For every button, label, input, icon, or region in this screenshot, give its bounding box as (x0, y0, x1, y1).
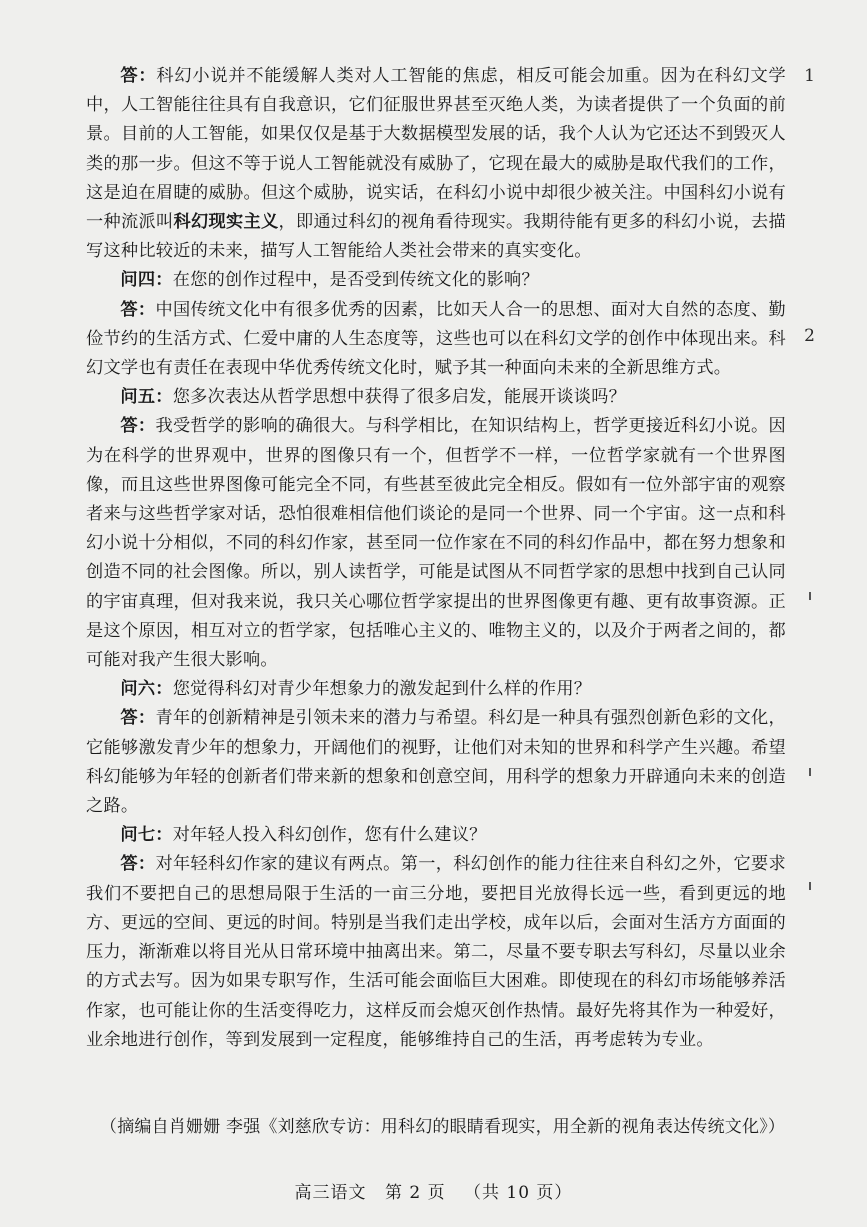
answer-label: 答： (120, 708, 156, 729)
question-label: 问五： (120, 387, 173, 408)
answer-paragraph (86, 412, 786, 675)
question-text: 对年轻人投入科幻创作，您有什么建议？ (172, 825, 487, 846)
answer-text-tail: ，即通过科幻的视角看待现实。我期待能有更多的科幻小说，去描写这种比较近的未来，描写人工智能给人类社会带来的真实变化。 (86, 212, 786, 262)
answer-paragraph (86, 850, 786, 1054)
question-paragraph (86, 675, 786, 704)
answer-text: 我受哲学的影响的确很大。与科学相比，在知识结构上，哲学更接近科幻小说。因为在科学的世界观中，世界的图像只有一个，但哲学不一样，一位哲学家就有一个世界图像，而且这些世界图像可能完全不同，有些甚至彼此完全相反。假如有一位外部宇宙的观察者来与这些哲学家对话，恐怕很难相信他们谈论的是同一个世界、同一个宇宙。这一点和科幻小说十分相似，不同的科幻作家，甚至同一位作家在不同的科幻作品中，都在努力想象和创造不同的社会图像。所以，别人读哲学，可能是试图从不同哲学家的思想中找到自己认同的宇宙真理，但对我来说，我只关心哪位哲学家提出的世界图像更有趣、更有故事资源。正是这个原因，相互对立的哲学家，包括唯心主义的、唯物主义的，以及介于两者之间的，都可能对我产生很大影响。 (86, 416, 786, 671)
answer-label: 答： (120, 299, 156, 320)
interview-body (86, 62, 786, 1055)
answer-paragraph (86, 704, 786, 821)
page-footer (0, 1178, 867, 1203)
margin-mark-2: 2 (804, 326, 815, 346)
emphasis-term: 科幻现实主义 (173, 212, 279, 233)
question-label: 问四： (120, 270, 173, 291)
answer-label: 答： (120, 66, 157, 86)
question-label: 问六： (120, 679, 173, 700)
answer-paragraph (86, 62, 786, 266)
question-paragraph (86, 266, 786, 295)
question-paragraph (86, 821, 786, 850)
answer-text: 对年轻科幻作家的建议有两点。第一，科幻创作的能力往往来自科幻之外，它要求我们不要把自己的思想局限于生活的一亩三分地，要把目光放得长远一些，看到更远的地方、更远的空间、更远的时间。特别是当我们走出学校，成年以后，会面对生活方方面面的压力，渐渐难以将目光从日常环境中抽离出来。第二，尽量不要专职去写科幻，尽量以业余的方式去写。因为如果专职写作，生活可能会面临巨大困难。即使现在的科幻市场能够养活作家，也可能让你的生活变得吃力，这样反而会熄灭创作热情。最好先将其作为一种爱好，业余地进行创作，等到发展到一定程度，能够维持自己的生活，再考虑转为专业。 (86, 854, 786, 1050)
answer-label: 答： (120, 416, 156, 437)
margin-mark-1: 1 (804, 66, 815, 86)
answer-text: 青年的创新精神是引领未来的潜力与希望。科幻是一种具有强烈创新色彩的文化，它能够激发青少年的想象力，开阔他们的视野，让他们对未知的世界和科学产生兴趣。希望科幻能够为年轻的创新者们带来新的想象和创意空间，用科学的想象力开辟通向未来的创造之路。 (86, 708, 786, 817)
question-text: 您觉得科幻对青少年想象力的激发起到什么样的作用？ (172, 679, 592, 700)
margin-tick (809, 882, 811, 890)
answer-label: 答： (120, 854, 156, 875)
question-label: 问七： (120, 825, 173, 846)
answer-text: 中国传统文化中有很多优秀的因素，比如天人合一的思想、面对大自然的态度、勤俭节约的生活方式、仁爱中庸的人生态度等，这些也可以在科幻文学的创作中体现出来。科幻文学也有责任在表现中华优秀传统文化时，赋予其一种面向未来的全新思维方式。 (86, 299, 786, 379)
source-citation: （摘编自肖姗姗 李强《刘慈欣专访：用科幻的眼睛看现实，用全新的视角表达传统文化》） (100, 1117, 786, 1137)
answer-paragraph (86, 296, 786, 384)
margin-tick (809, 592, 811, 600)
margin-tick (809, 768, 811, 776)
question-paragraph (86, 383, 786, 412)
footer-subject: 高三语文 (294, 1183, 367, 1203)
answer-text: 科幻小说并不能缓解人类对人工智能的焦虑，相反可能会加重。因为在科幻文学中，人工智能往往具有自我意识，它们征服世界甚至灭绝人类，为读者提供了一个负面的前景。目前的人工智能，如果仅仅是基于大数据模型发展的话，我个人认为它还达不到毁灭人类的那一步。但这不等于说人工智能就没有威胁了，它现在最大的威胁是取代我们的工作，这是迫在眉睫的威胁。但这个威胁，说实话，在科幻小说中却很少被关注。中国科幻小说有一种流派叫 (86, 66, 786, 233)
footer-page-number: 第 2 页 (384, 1183, 446, 1203)
footer-total-pages: （共 10 页） (463, 1183, 573, 1203)
question-text: 在您的创作过程中，是否受到传统文化的影响？ (172, 270, 539, 291)
question-text: 您多次表达从哲学思想中获得了很多启发，能展开谈谈吗？ (172, 387, 627, 408)
